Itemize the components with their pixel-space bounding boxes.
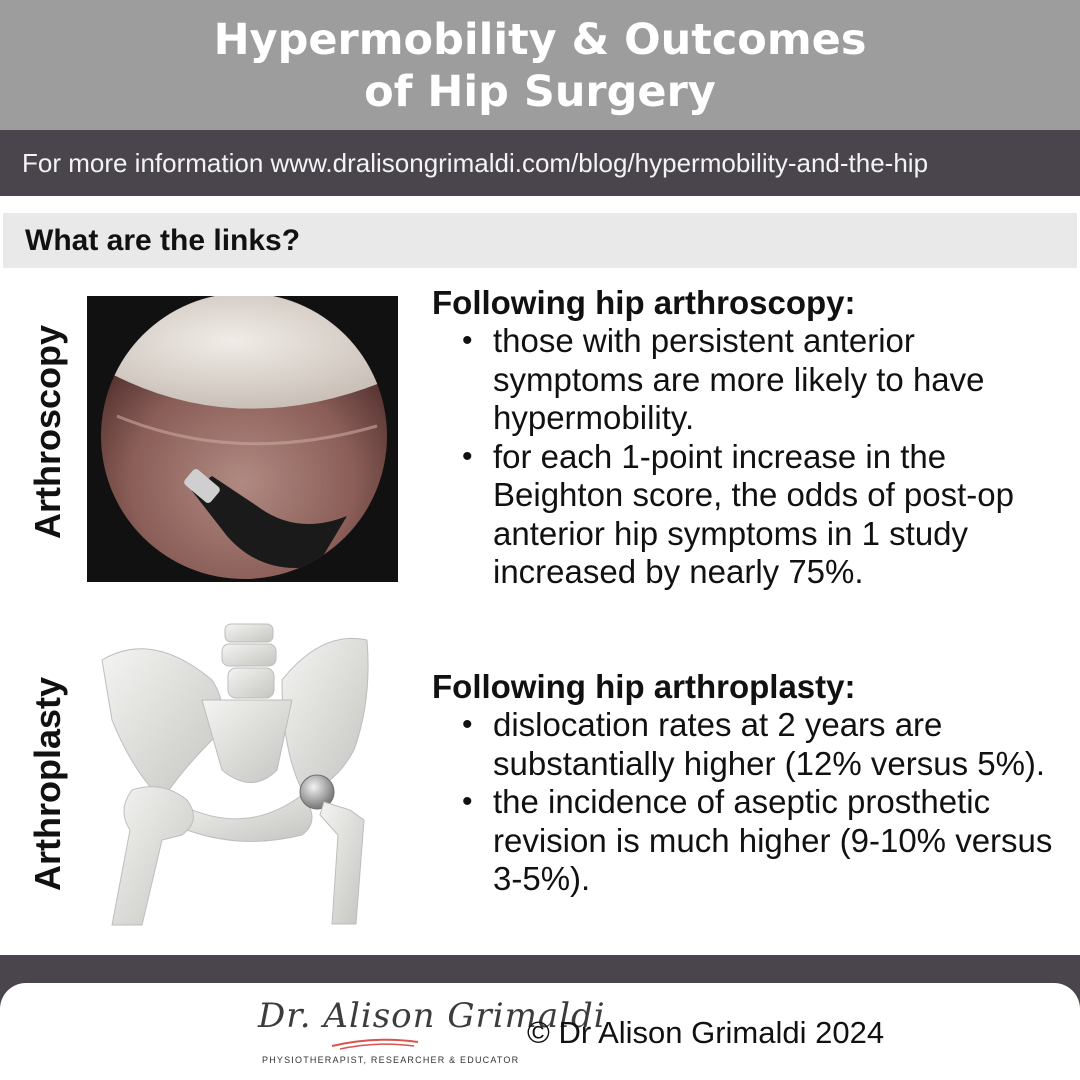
arthroscopy-image [87, 296, 398, 582]
arthroplasty-bullet-list [432, 706, 1062, 899]
page-title-line-1: Hypermobility & Outcomes [213, 15, 867, 65]
side-label-arthroplasty: Arthroplasty [27, 676, 68, 892]
bullet-text: those with persistent anterior symptoms are more likely to have hypermobility. [493, 322, 985, 436]
info-banner [0, 130, 1080, 196]
bullet-text: for each 1-point increase in the Beighton score, the odds of post-op anterior hip symptoms in 1 study increased by nearly 75%. [493, 437, 1015, 590]
list-item [432, 322, 1062, 438]
copyright-text: © Dr Alison Grimaldi 2024 [527, 1015, 885, 1050]
bullet-icon: • [462, 708, 473, 741]
pelvis-image [92, 620, 382, 928]
list-item [432, 706, 1062, 783]
bullet-icon: • [462, 439, 473, 473]
arthroscopy-heading: Following hip arthroscopy: [432, 284, 856, 321]
logo-tagline: PHYSIOTHERAPIST, RESEARCHER & EDUCATOR [262, 1055, 520, 1065]
links-heading: What are the links? [3, 213, 1077, 268]
bullet-text: dislocation rates at 2 years are substantially higher (12% versus 5%). [493, 706, 1046, 782]
page-title-line-2: of Hip Surgery [364, 67, 716, 117]
bullet-icon: • [462, 785, 473, 818]
arthroplasty-heading: Following hip arthroplasty: [432, 668, 856, 705]
side-label-arthroscopy: Arthroscopy [27, 324, 68, 540]
bullet-text: the incidence of aseptic prosthetic revision is much higher (9-10% versus 3-5%). [493, 783, 1053, 897]
arthroscopy-bullet-list [432, 322, 1062, 592]
arthroscopy-section [432, 284, 1062, 592]
list-item [432, 438, 1062, 592]
logo-name: Dr. Alison Grimaldi [258, 996, 606, 1036]
arthroplasty-section [432, 668, 1062, 899]
logo-swoosh-icon [330, 1036, 420, 1050]
list-item [432, 783, 1062, 899]
info-link-text: For more information www.dralisongrimaldi.com/blog/hypermobility-and-the-hip [22, 148, 929, 178]
bullet-icon: • [462, 324, 473, 357]
title-banner [0, 0, 1080, 130]
